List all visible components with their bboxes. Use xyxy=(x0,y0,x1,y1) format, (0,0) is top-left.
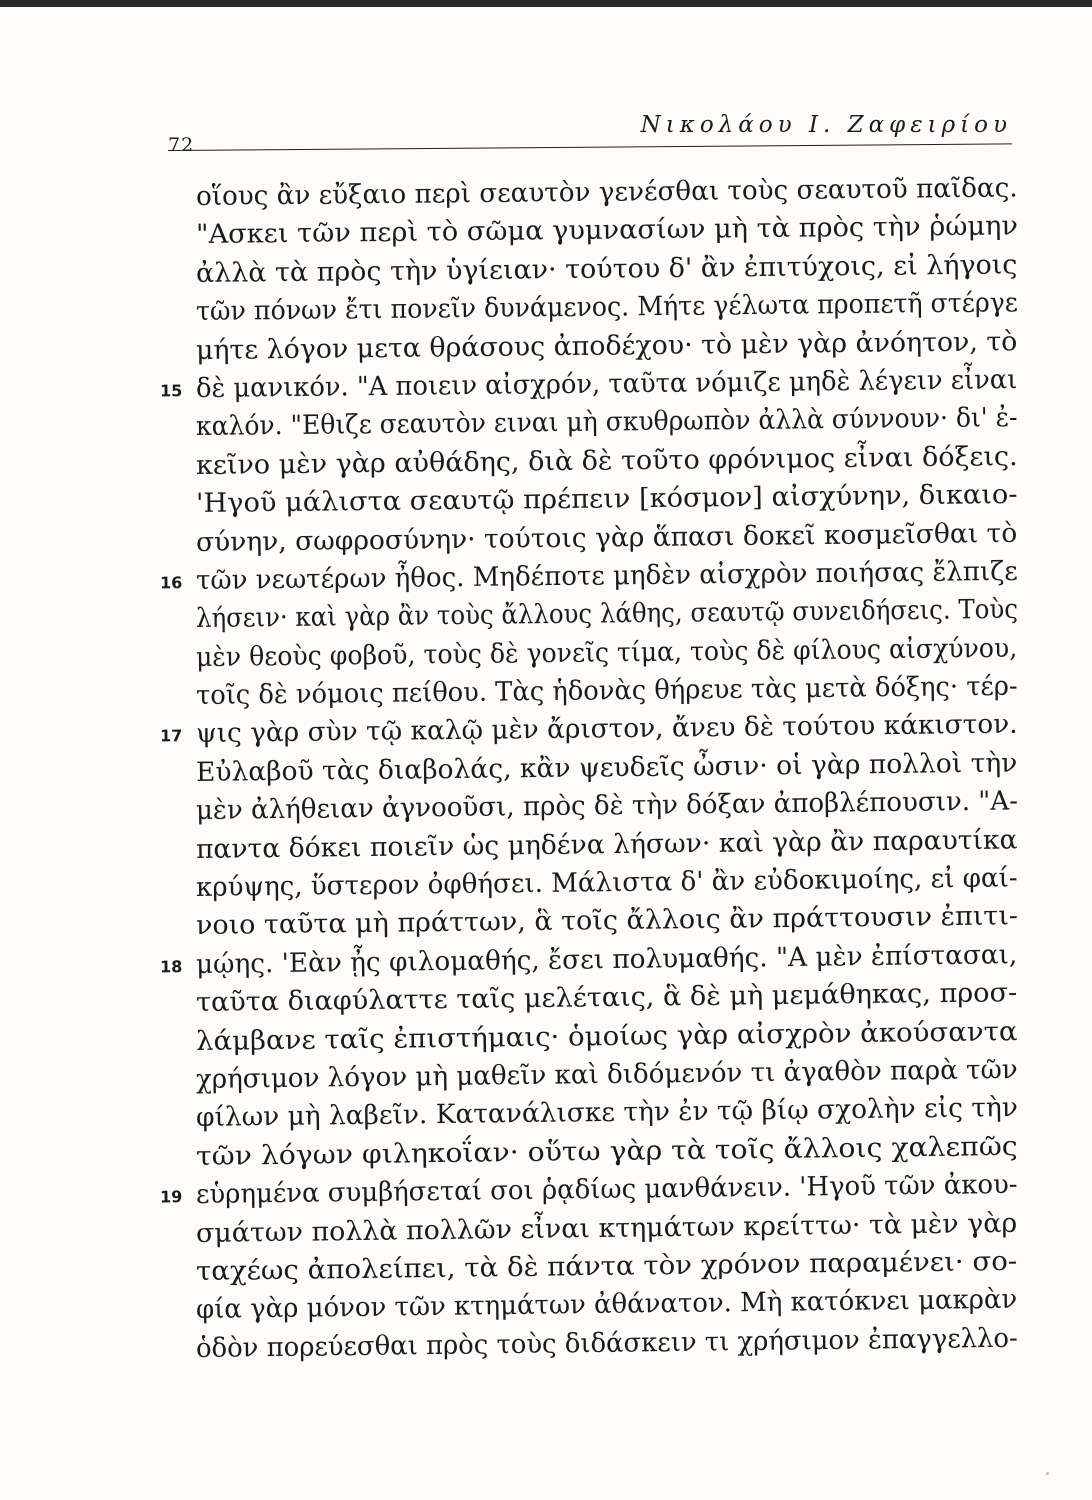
line-text: λήσειν· καὶ γὰρ ἂν τοὺς ἄλλους λάθης, σεαυτῷ συνειδήσεις. Τοὺς xyxy=(195,594,1019,635)
line-text: νοιο ταῦτα μὴ πράττων, ἃ τοῖς ἄλλοις ἂν πράττουσιν ἐπιτι- xyxy=(195,900,1019,942)
line-text: μῴης. 'Εὰν ᾖς φιλομαθής, ἔσει πολυμαθής. "Α μὲν ἐπίστασαι, xyxy=(195,939,1018,980)
body-text xyxy=(159,172,1026,1368)
line-text: Εὐλαβοῦ τὰς διαβολάς, κἂν ψευδεῖς ὦσιν· οἱ γὰρ πολλοὶ τὴν xyxy=(195,747,1018,788)
line-text: κεῖνο μὲν γὰρ αὐθάδης, διὰ δὲ τοῦτο φρόνιμος εἶναι δόξεις. xyxy=(195,440,1018,481)
line-text: τῶν νεωτέρων ἦθος. Μηδέποτε μηδὲν αἰσχρὸν ποιήσας ἔλπιζε xyxy=(195,555,1018,596)
line-text: τῶν λόγων φιληκοΐαν· οὕτω γὰρ τὰ τοῖς ἄλλοις χαλεπῶς xyxy=(195,1130,1018,1172)
running-head: Νικολάου Ι. Ζαφειρίου xyxy=(640,112,1012,138)
line-text: φίλων μὴ λαβεῖν. Κατανάλισκε τὴν ἐν τῷ βίῳ σχολὴν εἰς τὴν xyxy=(195,1092,1018,1134)
line-text: μὲν ἀλήθειαν ἀγνοοῦσι, πρὸς δὲ τὴν δόξαν ἀποβλέπουσιν. "Α- xyxy=(195,785,1019,827)
line-text: εὑρημένα συμβήσεταί σοι ῥᾳδίως μανθάνειν. 'Ηγοῦ τῶν ἀκου- xyxy=(195,1169,1018,1211)
line-text: λάμβανε ταῖς ἐπιστήμαις· ὁμοίως γὰρ αἰσχρὸν ἀκούσαντα xyxy=(195,1015,1018,1057)
line-text: χρήσιμον λόγον μὴ μαθεῖν καὶ διδόμενόν τι ἀγαθὸν παρὰ τῶν xyxy=(195,1054,1018,1095)
scan-edge xyxy=(0,0,1092,7)
line-text: ὁδὸν πορεύεσθαι πρὸς τοὺς διδάσκειν τι χρήσιμον ἐπαγγελλο- xyxy=(195,1322,1018,1364)
page-number: 72 xyxy=(168,134,195,156)
line-text: καλόν. "Εθιζε σεαυτὸν ειναι μὴ σκυθρωπὸν ἀλλὰ σύννουν· δι' ἐ- xyxy=(195,402,1018,443)
section-number: 16 xyxy=(159,573,183,593)
section-number: 19 xyxy=(159,1187,183,1207)
line-text: ταχέως ἀπολείπει, τὰ δὲ πάντα τὸν χρόνον παραμένει· σο- xyxy=(195,1245,1018,1287)
page-header xyxy=(168,108,1012,156)
line-text: τοῖς δὲ νόμοις πείθου. Τὰς ἡδονὰς θήρευε τὰς μετὰ δόξης· τέρ- xyxy=(195,670,1018,712)
scan-speck xyxy=(1046,1472,1049,1475)
line-text: μὲν θεοὺς φοβοῦ, τοὺς δὲ γονεῖς τίμα, τοὺς δὲ φίλους αἰσχύνου, xyxy=(195,632,1018,673)
section-number: 17 xyxy=(159,726,183,746)
section-number: 15 xyxy=(159,381,183,401)
line-text: σμάτων πολλὰ πολλῶν εἶναι κτημάτων κρείττω· τὰ μὲν γὰρ xyxy=(195,1207,1018,1249)
line-text: ψις γὰρ σὺν τῷ καλῷ μὲν ἄριστον, ἄνευ δὲ τούτου κάκιστον. xyxy=(195,709,1018,750)
line-text: ἀλλὰ τὰ πρὸς τὴν ὑγίειαν· τούτου δ' ἂν ἐπιτύχοις, εἰ λήγοις xyxy=(195,249,1018,289)
line-text: φία γὰρ μόνον τῶν κτημάτων ἀθάνατον. Μὴ κατόκνει μακρὰν xyxy=(195,1284,1018,1326)
line-text: δὲ μανικόν. "Α ποιειν αἰσχρόν, ταῦτα νόμιζε μηδὲ λέγειν εἶναι xyxy=(195,364,1018,404)
line-text: μήτε λόγον μετα θράσους ἀποδέχου· τὸ μὲν γὰρ ἀνόητον, τὸ xyxy=(195,325,1018,366)
line-text: "Ασκει τῶν περὶ τὸ σῶμα γυμνασίων μὴ τὰ πρὸς τὴν ῥώμην xyxy=(195,210,1019,251)
line-text: τῶν πόνων ἔτι πονεῖν δυνάμενος. Μήτε γέλωτα προπετῆ στέργε xyxy=(195,287,1019,328)
line-text: ταῦτα διαφύλαττε ταῖς μελέταις, ἃ δὲ μὴ μεμάθηκας, προσ- xyxy=(195,977,1018,1019)
line-text: κρύψης, ὕστερον ὀφθήσει. Μάλιστα δ' ἂν εὐδοκιμοίης, εἰ φαί- xyxy=(195,862,1018,904)
section-number: 18 xyxy=(159,956,183,977)
header-rule xyxy=(168,143,1012,151)
line-text: οἵους ἂν εὔξαιο περὶ σεαυτὸν γενέσθαι τοὺς σεαυτοῦ παῖδας. xyxy=(195,172,1018,212)
line-text: 'Ηγοῦ μάλιστα σεαυτῷ πρέπειν [κόσμον] αἰσχύνην, δικαιο- xyxy=(195,479,1018,520)
line-text: παντα δόκει ποιεῖν ὡς μηδένα λήσων· καὶ γὰρ ἂν παραυτίκα xyxy=(195,824,1018,865)
line-text: σύνην, σωφροσύνην· τούτοις γὰρ ἅπασι δοκεῖ κοσμεῖσθαι τὸ xyxy=(195,517,1018,558)
